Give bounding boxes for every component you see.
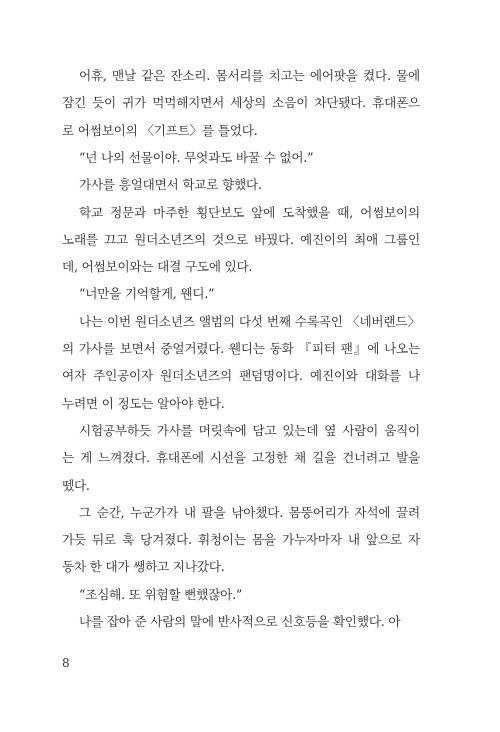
paragraph-first-line: 어휴, 맨날 같은 잔소리. 몸서리를 치고는 에어팟을 켰다. 물에	[79, 68, 420, 83]
paragraph-first-line: 가사를 흥얼대면서 학교로 향했다.	[79, 177, 262, 193]
paragraph-line: 데, 어썸보이와는 대결 구도에 있다.	[62, 259, 253, 275]
paragraph-line: 노래를 끄고 원더소년즈의 것으로 바꿨다. 예진이의 최애 그룹인	[62, 231, 420, 247]
paragraph-line: 잠긴 듯이 귀가 먹먹해지면서 세상의 소음이 차단됐다. 휴대폰으	[62, 95, 420, 111]
paragraph-line: 뗐다.	[62, 477, 90, 493]
paragraph-first-line: 학교 정문과 마주한 횡단보도 앞에 도착했을 때, 어썸보이의	[79, 204, 420, 220]
paragraph-line: 여자 주인공이자 원더소년즈의 팬덤명이다. 예진이와 대화를 나	[62, 368, 420, 384]
paragraph-line: 동차 한 대가 쌩하고 지나갔다.	[62, 559, 225, 575]
paragraph-line: 로 어썸보이의 〈기프트〉를 틀었다.	[62, 122, 258, 138]
paragraph-line: 가듯 뒤로 훅 당겨졌다. 휘청이는 몸을 가누자마자 내 앞으로 자	[62, 532, 420, 548]
paragraph-first-line: 그 순간, 누군가가 내 팔을 낚아챘다. 몸뚱어리가 자석에 끌려	[79, 504, 420, 520]
paragraph-first-line: “조심해. 또 위험할 뻔했잖아.”	[79, 586, 243, 602]
paragraph-first-line: “너만을 기억할게, 웬디.”	[79, 286, 215, 302]
page-number: 8	[62, 656, 70, 670]
paragraph-first-line: “넌 나의 선물이야. 무엇과도 바꿀 수 없어.”	[79, 149, 314, 165]
paragraph-first-line: 나를 잡아 준 사람의 말에 반사적으로 신호등을 확인했다. 아	[79, 614, 401, 629]
paragraph-line: 는 게 느껴졌다. 휴대폰에 시선을 고정한 채 길을 건너려고 발을	[62, 450, 420, 466]
paragraph-line: 의 가사를 보면서 중얼거렸다. 웬디는 동화 『피터 팬』에 나오는	[62, 341, 420, 356]
paragraph-line: 누려면 이 정도는 알아야 한다.	[62, 395, 225, 411]
paragraph-first-line: 시험공부하듯 가사를 머릿속에 담고 있는데 옆 사람이 움직이	[79, 422, 420, 438]
paragraph-first-line: 나는 이번 원더소년즈 앨범의 다섯 번째 수록곡인 〈네버랜드〉	[79, 313, 420, 329]
